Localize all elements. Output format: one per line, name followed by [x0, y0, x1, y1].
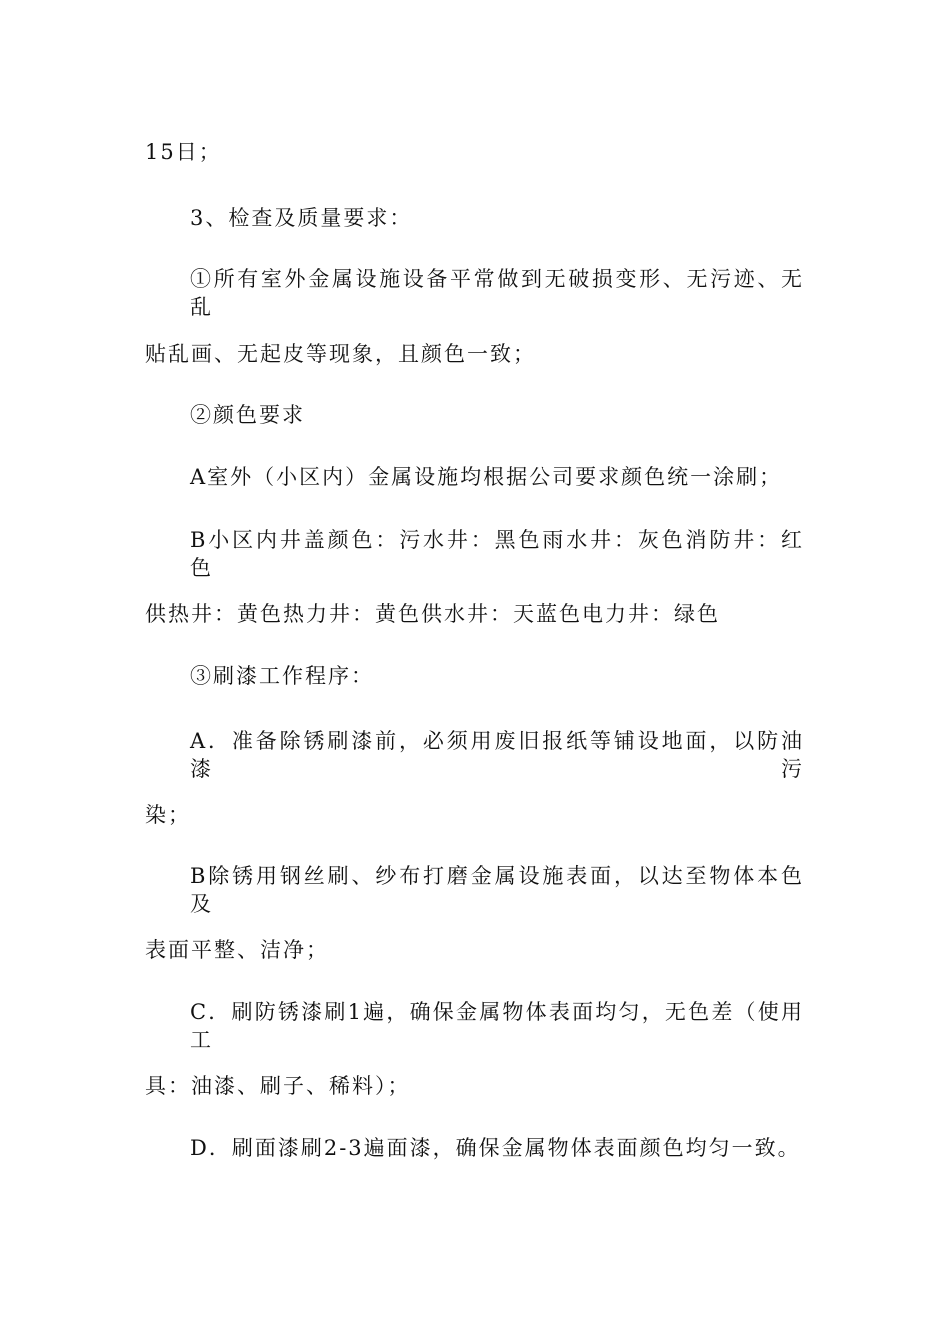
text-line-15: 具：油漆、刷子、稀料）；	[145, 1074, 411, 1098]
text-line-5: ②颜色要求	[190, 403, 305, 427]
text-line-9: ③刷漆工作程序：	[190, 664, 374, 688]
text-line-16: D．刷面漆刷2-3遍面漆，确保金属物体表面颜色均匀一致。	[190, 1136, 801, 1160]
text-line-1: 15日；	[145, 140, 222, 164]
text-line-7: B小区内井盖颜色：污水井：黑色雨水井：灰色消防井：红色	[190, 528, 804, 580]
text-line-11: 染；	[145, 803, 191, 827]
text-line-3: ①所有室外金属设施设备平常做到无破损变形、无污迹、无乱	[190, 267, 804, 319]
text-line-2: 3、检查及质量要求：	[190, 206, 413, 230]
text-line-8: 供热井：黄色热力井：黄色供水井：天蓝色电力井：绿色	[145, 602, 720, 626]
text-line-12: B除锈用钢丝刷、纱布打磨金属设施表面，以达至物体本色及	[190, 864, 804, 916]
text-line-4: 贴乱画、无起皮等现象，且颜色一致；	[145, 342, 536, 366]
text-line-10: A．准备除锈刷漆前，必须用废旧报纸等铺设地面，以防油漆污	[190, 729, 804, 781]
text-line-6: A室外（小区内）金属设施均根据公司要求颜色统一涂刷；	[190, 465, 783, 489]
text-line-13: 表面平整、洁净；	[145, 938, 329, 962]
text-line-14: C．刷防锈漆刷1遍，确保金属物体表面均匀，无色差（使用工	[190, 1000, 804, 1052]
